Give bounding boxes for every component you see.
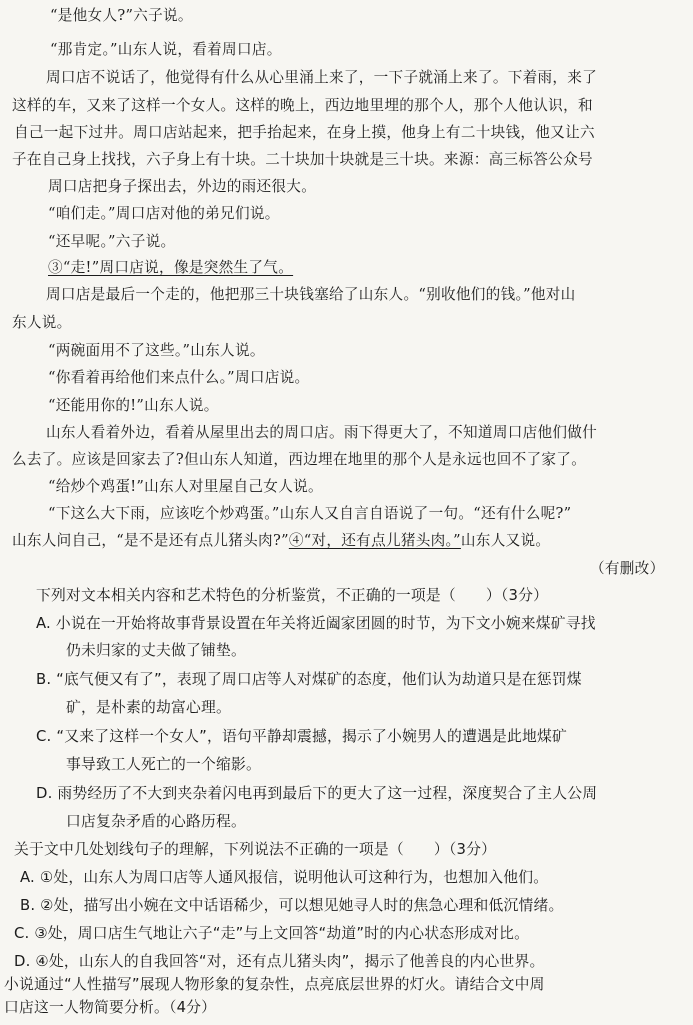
story-line: 子在自己身上找找，六子身上有十块。二十块加十块就是三十块。来源：高三标答公众号 [12,151,593,168]
story-line: 东人说。 [12,314,72,331]
story-line [48,258,693,278]
question-2-option-d: D. ④处，山东人的自我回答“对，还有点儿猪头肉”，揭示了他善良的内心世界。 [14,953,545,970]
story-line: 山东人看着外边，看着从屋里出去的周口店。雨下得更大了，不知道周口店他们做什 [46,424,598,441]
question-1-stem: 下列对文本相关内容和艺术特色的分析鉴赏，不正确的一项是（ ）（3分） [36,587,549,604]
story-line: “给炒个鸡蛋!”山东人对里屋自己女人说。 [48,478,323,495]
underlined-sentence-3: ③“走!”周口店说，像是突然生了气。 [48,259,294,276]
question-2-option-b: B. ②处，描写出小婉在文中话语稀少，可以想见她寻人时的焦急心理和低沉情绪。 [20,897,564,914]
question-2-option-c: C. ③处，周口店生气地让六子“走”与上文回答“劫道”时的内心状态形成对比。 [14,925,530,942]
story-line: “两碗面用不了这些。”山东人说。 [48,342,265,359]
story-line: 么去了。应该是回家去了?但山东人知道，西边埋在地里的那个人是永远也回不了家了。 [12,451,587,468]
story-fragment: 山东人问自己，“是不是还有点儿猪头肉?” [12,532,289,549]
underlined-sentence-4: ④“对，还有点儿猪头肉。” [288,532,461,549]
story-line: 自己一起下过井。周口店站起来，把手抬起来，在身上摸，他身上有二十块钱，他又让六 [14,124,595,141]
question-1-option-b-cont: 矿，是朴素的劫富心理。 [66,699,231,716]
story-line: 周口店把身子探出去，外边的雨还很大。 [48,178,317,195]
story-line: “咱们走。”周口店对他的弟兄们说。 [48,205,280,222]
question-2-stem: 关于文中几处划线句子的理解，下列说法不正确的一项是（ ）（3分） [14,841,497,858]
question-1-option-c: C. “又来了这样一个女人”，语句平静却震撼，揭示了小婉男人的遭遇是此地煤矿 [36,728,567,745]
story-line [12,531,693,551]
story-line: 周口店不说话了，他觉得有什么从心里涌上来了，一下子就涌上来了。下着雨，来了 [46,69,598,86]
story-line: “那肯定。”山东人说，看着周口店。 [50,41,282,58]
question-1-option-d: D. 雨势经历了不大到夹杂着闪电再到最后下的更大了这一过程，深度契合了主人公周 [36,785,598,802]
source-note: （有删改） [590,560,665,577]
story-line: 周口店是最后一个走的，他把那三十块钱塞给了山东人。“别收他们的钱。”他对山 [46,286,576,303]
story-line: “下这么大下雨，应该吃个炒鸡蛋。”山东人又自言自语说了一句。“还有什么呢?” [48,505,572,522]
story-fragment: 山东人又说。 [460,532,551,549]
question-2-option-a: A. ①处，山东人为周口店等人通风报信，说明他认可这种行为，也想加入他们。 [20,869,549,886]
question-1-option-d-cont: 口店复杂矛盾的心路历程。 [66,813,246,830]
question-3-line-1: 小说通过“人性描写”展现人物形象的复杂性，点亮底层世界的灯火。请结合文中周 [4,976,545,993]
story-line: “是他女人?”六子说。 [50,7,193,24]
story-line: “还能用你的!”山东人说。 [48,397,219,414]
question-1-option-b: B. “底气便又有了”，表现了周口店等人对煤矿的态度，他们认为劫道只是在惩罚煤 [36,671,582,688]
question-1-option-a-cont: 仍未归家的丈夫做了铺垫。 [66,642,246,659]
story-line: “还早呢。”六子说。 [48,233,176,250]
question-3-line-2: 口店这一人物简要分析。（4分） [4,999,217,1016]
question-1-option-a: A. 小说在一开始将故事背景设置在年关将近阖家团圆的时节，为下文小婉来煤矿寻找 [36,615,596,632]
question-1-option-c-cont: 事导致工人死亡的一个缩影。 [66,756,261,773]
story-line: 这样的车，又来了这样一个女人。这样的晚上，西边地里埋的那个人，那个人他认识，和 [12,97,593,114]
story-line: “你看着再给他们来点什么。”周口店说。 [48,369,310,386]
